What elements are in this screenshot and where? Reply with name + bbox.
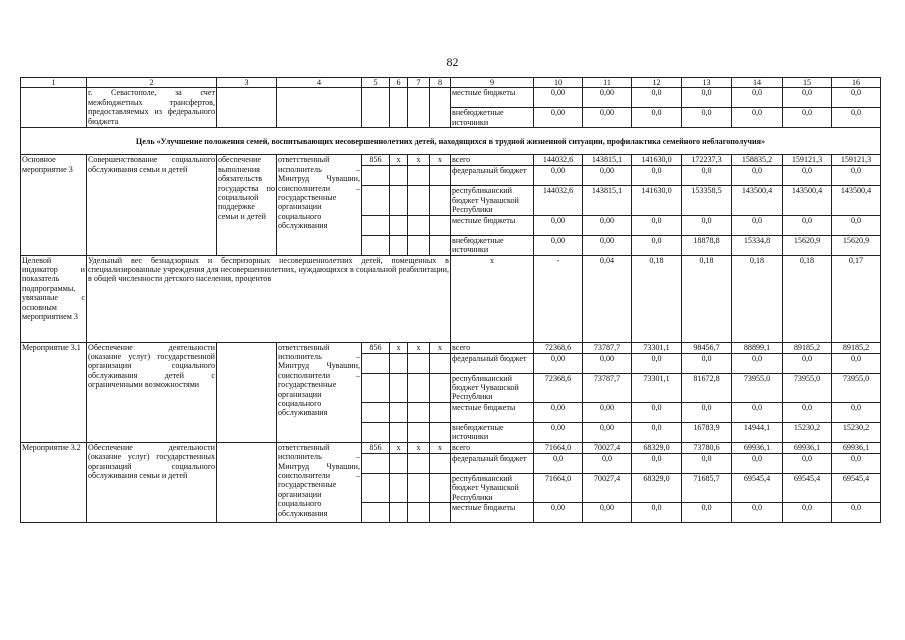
- table-row: [21, 442, 881, 453]
- value-cell: 73780,6: [682, 442, 732, 453]
- value-cell: 73955,0: [732, 373, 783, 402]
- funding-source: внебюджетные источники: [451, 422, 534, 442]
- table-cell: [362, 453, 390, 473]
- value-cell: 0,0: [832, 353, 881, 373]
- table-cell: х: [430, 442, 451, 453]
- value-cell: 15620,9: [783, 235, 832, 255]
- value-cell: 0,0: [732, 88, 783, 108]
- table-cell: х: [408, 442, 430, 453]
- table-cell: [430, 235, 451, 255]
- value-cell: 71664,0: [534, 473, 583, 502]
- column-number: 10: [534, 78, 583, 88]
- funding-source: всего: [451, 155, 534, 166]
- column-number: 14: [732, 78, 783, 88]
- budget-table: [20, 77, 881, 523]
- value-cell: 73787,7: [583, 373, 632, 402]
- table-cell: [430, 422, 451, 442]
- table-cell: х: [408, 342, 430, 353]
- indicator-label: Целевой индикатор и показатель подпрограммы, увязанные с основным мероприятием 3: [21, 255, 87, 342]
- value-cell: 15334,8: [732, 235, 783, 255]
- table-cell: х: [430, 342, 451, 353]
- value-cell: 0,00: [534, 402, 583, 422]
- value-cell: 0,04: [583, 255, 632, 342]
- value-cell: 0,00: [534, 422, 583, 442]
- value-cell: 0,00: [534, 88, 583, 108]
- value-cell: 0,0: [732, 453, 783, 473]
- value-cell: 0,0: [632, 503, 682, 523]
- table-cell: [430, 373, 451, 402]
- activity-name: г. Севастополе, за счет межбюджетных трансфертов, предоставляемых из федерального бюджета: [87, 88, 217, 128]
- executor: ответственный исполнитель – Минтруд Чувашии, соисполнители – государственные организации социального обслуживания: [277, 155, 362, 255]
- value-cell: 0,00: [583, 88, 632, 108]
- value-cell: 158835,2: [732, 155, 783, 166]
- value-cell: 143500,4: [732, 186, 783, 215]
- table-row: [21, 342, 881, 353]
- value-cell: 69936,1: [783, 442, 832, 453]
- value-cell: 143815,1: [583, 155, 632, 166]
- goal-row: [21, 128, 881, 155]
- value-cell: 0,0: [783, 453, 832, 473]
- value-cell: 0,00: [583, 402, 632, 422]
- column-number: 4: [277, 78, 362, 88]
- indicator-unit: х: [451, 255, 534, 342]
- column-number: 5: [362, 78, 390, 88]
- funding-source: республиканский бюджет Чувашской Республики: [451, 186, 534, 215]
- table-cell: [217, 88, 277, 128]
- value-cell: 0,0: [583, 453, 632, 473]
- table-cell: [408, 353, 430, 373]
- value-cell: 0,17: [832, 255, 881, 342]
- table-cell: [408, 373, 430, 402]
- value-cell: 0,00: [583, 166, 632, 186]
- value-cell: 159121,3: [783, 155, 832, 166]
- value-cell: 0,0: [632, 166, 682, 186]
- value-cell: 153358,5: [682, 186, 732, 215]
- value-cell: 141630,0: [632, 155, 682, 166]
- executor: ответственный исполнитель – Минтруд Чувашии, соисполнители – государственные организации социального обслуживания: [277, 442, 362, 522]
- activity-label: Основное мероприятие 3: [21, 155, 87, 255]
- value-cell: 0,00: [534, 166, 583, 186]
- value-cell: 144032,6: [534, 155, 583, 166]
- column-number: 3: [217, 78, 277, 88]
- value-cell: 0,00: [534, 108, 583, 128]
- value-cell: 69936,1: [732, 442, 783, 453]
- value-cell: 141630,0: [632, 186, 682, 215]
- table-cell: [408, 166, 430, 186]
- funding-source: федеральный бюджет: [451, 353, 534, 373]
- table-cell: [390, 402, 408, 422]
- value-cell: 0,0: [682, 88, 732, 108]
- table-cell: [408, 235, 430, 255]
- value-cell: 0,0: [632, 235, 682, 255]
- activity-goal: [217, 342, 277, 442]
- code: 856: [362, 342, 390, 353]
- value-cell: 0,0: [832, 108, 881, 128]
- table-cell: [390, 215, 408, 235]
- value-cell: 0,00: [583, 215, 632, 235]
- column-number: 13: [682, 78, 732, 88]
- code: 856: [362, 442, 390, 453]
- value-cell: 0,0: [632, 422, 682, 442]
- table-cell: х: [390, 342, 408, 353]
- code: 856: [362, 155, 390, 166]
- empty-cell: [21, 88, 87, 128]
- value-cell: 0,0: [832, 503, 881, 523]
- value-cell: 0,00: [534, 353, 583, 373]
- value-cell: 16783,9: [682, 422, 732, 442]
- funding-source: всего: [451, 342, 534, 353]
- value-cell: 0,0: [732, 503, 783, 523]
- table-cell: [390, 453, 408, 473]
- value-cell: 0,0: [732, 402, 783, 422]
- value-cell: 18878,8: [682, 235, 732, 255]
- value-cell: 0,0: [783, 88, 832, 108]
- table-cell: [430, 186, 451, 215]
- value-cell: 69545,4: [783, 473, 832, 502]
- value-cell: 73955,0: [832, 373, 881, 402]
- column-number: 7: [408, 78, 430, 88]
- value-cell: 0,0: [783, 166, 832, 186]
- value-cell: 0,0: [682, 215, 732, 235]
- value-cell: 69545,4: [832, 473, 881, 502]
- column-number: 12: [632, 78, 682, 88]
- table-cell: [390, 235, 408, 255]
- table-row: [21, 88, 881, 108]
- value-cell: 15230,2: [832, 422, 881, 442]
- table-cell: [430, 473, 451, 502]
- value-cell: 0,18: [783, 255, 832, 342]
- funding-source: федеральный бюджет: [451, 166, 534, 186]
- value-cell: 0,0: [682, 353, 732, 373]
- column-number: 2: [87, 78, 217, 88]
- column-number: 11: [583, 78, 632, 88]
- value-cell: 0,0: [732, 108, 783, 128]
- column-number: 1: [21, 78, 87, 88]
- table-cell: [408, 422, 430, 442]
- value-cell: 0,00: [534, 503, 583, 523]
- value-cell: 73787,7: [583, 342, 632, 353]
- value-cell: 0,18: [632, 255, 682, 342]
- value-cell: 172237,3: [682, 155, 732, 166]
- value-cell: 72368,6: [534, 342, 583, 353]
- activity-label: Мероприятие 3.1: [21, 342, 87, 442]
- value-cell: 15230,2: [783, 422, 832, 442]
- funding-source: местные бюджеты: [451, 215, 534, 235]
- value-cell: 159121,3: [832, 155, 881, 166]
- value-cell: 89185,2: [832, 342, 881, 353]
- value-cell: 71664,0: [534, 442, 583, 453]
- column-number: 15: [783, 78, 832, 88]
- value-cell: 0,0: [632, 453, 682, 473]
- value-cell: 68329,0: [632, 473, 682, 502]
- value-cell: 0,00: [583, 108, 632, 128]
- value-cell: 0,0: [832, 88, 881, 108]
- value-cell: 0,18: [732, 255, 783, 342]
- value-cell: 81672,8: [682, 373, 732, 402]
- table-cell: [408, 402, 430, 422]
- value-cell: 0,0: [783, 503, 832, 523]
- value-cell: 0,0: [783, 353, 832, 373]
- value-cell: 143500,4: [832, 186, 881, 215]
- value-cell: 14944,1: [732, 422, 783, 442]
- table-cell: х: [390, 155, 408, 166]
- value-cell: 70027,4: [583, 442, 632, 453]
- value-cell: 0,0: [534, 453, 583, 473]
- value-cell: 73301,1: [632, 373, 682, 402]
- value-cell: 0,0: [832, 166, 881, 186]
- table-cell: [408, 453, 430, 473]
- column-number: 9: [451, 78, 534, 88]
- table-cell: [430, 215, 451, 235]
- table-cell: [408, 186, 430, 215]
- value-cell: 0,00: [534, 215, 583, 235]
- value-cell: 0,00: [583, 503, 632, 523]
- funding-source: местные бюджеты: [451, 88, 534, 108]
- funding-source: республиканский бюджет Чувашской Республики: [451, 373, 534, 402]
- goal-title: Цель «Улучшение положения семей, воспитывающих несовершеннолетних детей, находящихся в трудной жизненной ситуации, профилактика семейного неблагополучия»: [21, 128, 881, 155]
- activity-goal: [217, 442, 277, 522]
- indicator-text: Удельный вес безнадзорных и беспризорных несовершеннолетних детей, помещенных в специализированные учреждения для несовершеннолетних, нуждающихся в социальной реабилитации, в общей численности детского населения, процентов: [87, 255, 451, 342]
- table-cell: [362, 88, 390, 128]
- table-cell: [362, 215, 390, 235]
- value-cell: 0,0: [783, 215, 832, 235]
- table-cell: [390, 88, 408, 128]
- table-cell: [408, 503, 430, 523]
- column-number: 8: [430, 78, 451, 88]
- value-cell: 73955,0: [783, 373, 832, 402]
- header-row: [21, 78, 881, 88]
- table-cell: [390, 373, 408, 402]
- table-cell: х: [408, 155, 430, 166]
- value-cell: 69545,4: [732, 473, 783, 502]
- funding-source: всего: [451, 442, 534, 453]
- table-cell: [390, 353, 408, 373]
- funding-source: местные бюджеты: [451, 503, 534, 523]
- table-cell: [362, 353, 390, 373]
- value-cell: 0,0: [682, 503, 732, 523]
- value-cell: 0,0: [783, 402, 832, 422]
- activity-goal: обеспечение выполнения обязательств государства по социальной поддержке семьи и детей: [217, 155, 277, 255]
- value-cell: 73301,1: [632, 342, 682, 353]
- column-number: 6: [390, 78, 408, 88]
- table-cell: [390, 166, 408, 186]
- executor: ответственный исполнитель – Минтруд Чувашии, соисполнители – государственные организации социального обслуживания: [277, 342, 362, 442]
- table-cell: [430, 402, 451, 422]
- value-cell: 0,0: [832, 402, 881, 422]
- table-cell: [408, 473, 430, 502]
- value-cell: 0,0: [732, 215, 783, 235]
- table-cell: [408, 215, 430, 235]
- table-cell: [390, 473, 408, 502]
- value-cell: 143500,4: [783, 186, 832, 215]
- value-cell: 0,00: [583, 353, 632, 373]
- value-cell: 0,0: [682, 402, 732, 422]
- funding-source: внебюджетные источники: [451, 235, 534, 255]
- value-cell: 0,00: [583, 422, 632, 442]
- table-cell: [430, 353, 451, 373]
- value-cell: 71685,7: [682, 473, 732, 502]
- table-cell: [362, 235, 390, 255]
- value-cell: -: [534, 255, 583, 342]
- table-cell: [430, 166, 451, 186]
- value-cell: 0,0: [732, 353, 783, 373]
- table-cell: [362, 166, 390, 186]
- value-cell: 0,0: [732, 166, 783, 186]
- table-cell: [362, 402, 390, 422]
- page-number: 82: [446, 55, 459, 69]
- table-cell: [390, 503, 408, 523]
- table-row: [21, 155, 881, 166]
- table-cell: [362, 373, 390, 402]
- value-cell: 144032,6: [534, 186, 583, 215]
- value-cell: 0,0: [682, 453, 732, 473]
- value-cell: 0,0: [832, 453, 881, 473]
- value-cell: 0,0: [632, 402, 682, 422]
- funding-source: федеральный бюджет: [451, 453, 534, 473]
- value-cell: 15620,9: [832, 235, 881, 255]
- value-cell: 0,0: [632, 88, 682, 108]
- table-cell: [277, 88, 362, 128]
- table-cell: [430, 88, 451, 128]
- value-cell: 0,0: [783, 108, 832, 128]
- table-cell: [362, 186, 390, 215]
- activity-label: Мероприятие 3.2: [21, 442, 87, 522]
- value-cell: 68329,0: [632, 442, 682, 453]
- value-cell: 0,0: [632, 108, 682, 128]
- table-cell: [362, 422, 390, 442]
- value-cell: 0,0: [832, 215, 881, 235]
- value-cell: 0,0: [682, 108, 732, 128]
- value-cell: 0,00: [583, 235, 632, 255]
- table-cell: х: [430, 155, 451, 166]
- funding-source: местные бюджеты: [451, 402, 534, 422]
- activity-name: Совершенствование социального обслуживания семьи и детей: [87, 155, 217, 255]
- value-cell: 0,18: [682, 255, 732, 342]
- indicator-row: [21, 255, 881, 342]
- table-cell: [430, 453, 451, 473]
- funding-source: внебюджетные источники: [451, 108, 534, 128]
- table-cell: [408, 88, 430, 128]
- table-cell: [390, 186, 408, 215]
- funding-source: республиканский бюджет Чувашской Республики: [451, 473, 534, 502]
- value-cell: 98456,7: [682, 342, 732, 353]
- table-cell: [362, 473, 390, 502]
- table-cell: [390, 422, 408, 442]
- value-cell: 0,0: [632, 353, 682, 373]
- value-cell: 88899,1: [732, 342, 783, 353]
- value-cell: 69936,1: [832, 442, 881, 453]
- table-cell: [430, 503, 451, 523]
- value-cell: 70027,4: [583, 473, 632, 502]
- value-cell: 143815,1: [583, 186, 632, 215]
- value-cell: 0,0: [682, 166, 732, 186]
- table-cell: [362, 503, 390, 523]
- activity-name: Обеспечение деятельности (оказание услуг) государственных организаций социального обслуживания семьи и детей: [87, 442, 217, 522]
- value-cell: 0,0: [632, 215, 682, 235]
- value-cell: 0,00: [534, 235, 583, 255]
- column-number: 16: [832, 78, 881, 88]
- table-cell: х: [390, 442, 408, 453]
- value-cell: 72368,6: [534, 373, 583, 402]
- activity-name: Обеспечение деятельности (оказание услуг) государственной организации социального обслуживания детей с ограниченными возможностями: [87, 342, 217, 442]
- value-cell: 89185,2: [783, 342, 832, 353]
